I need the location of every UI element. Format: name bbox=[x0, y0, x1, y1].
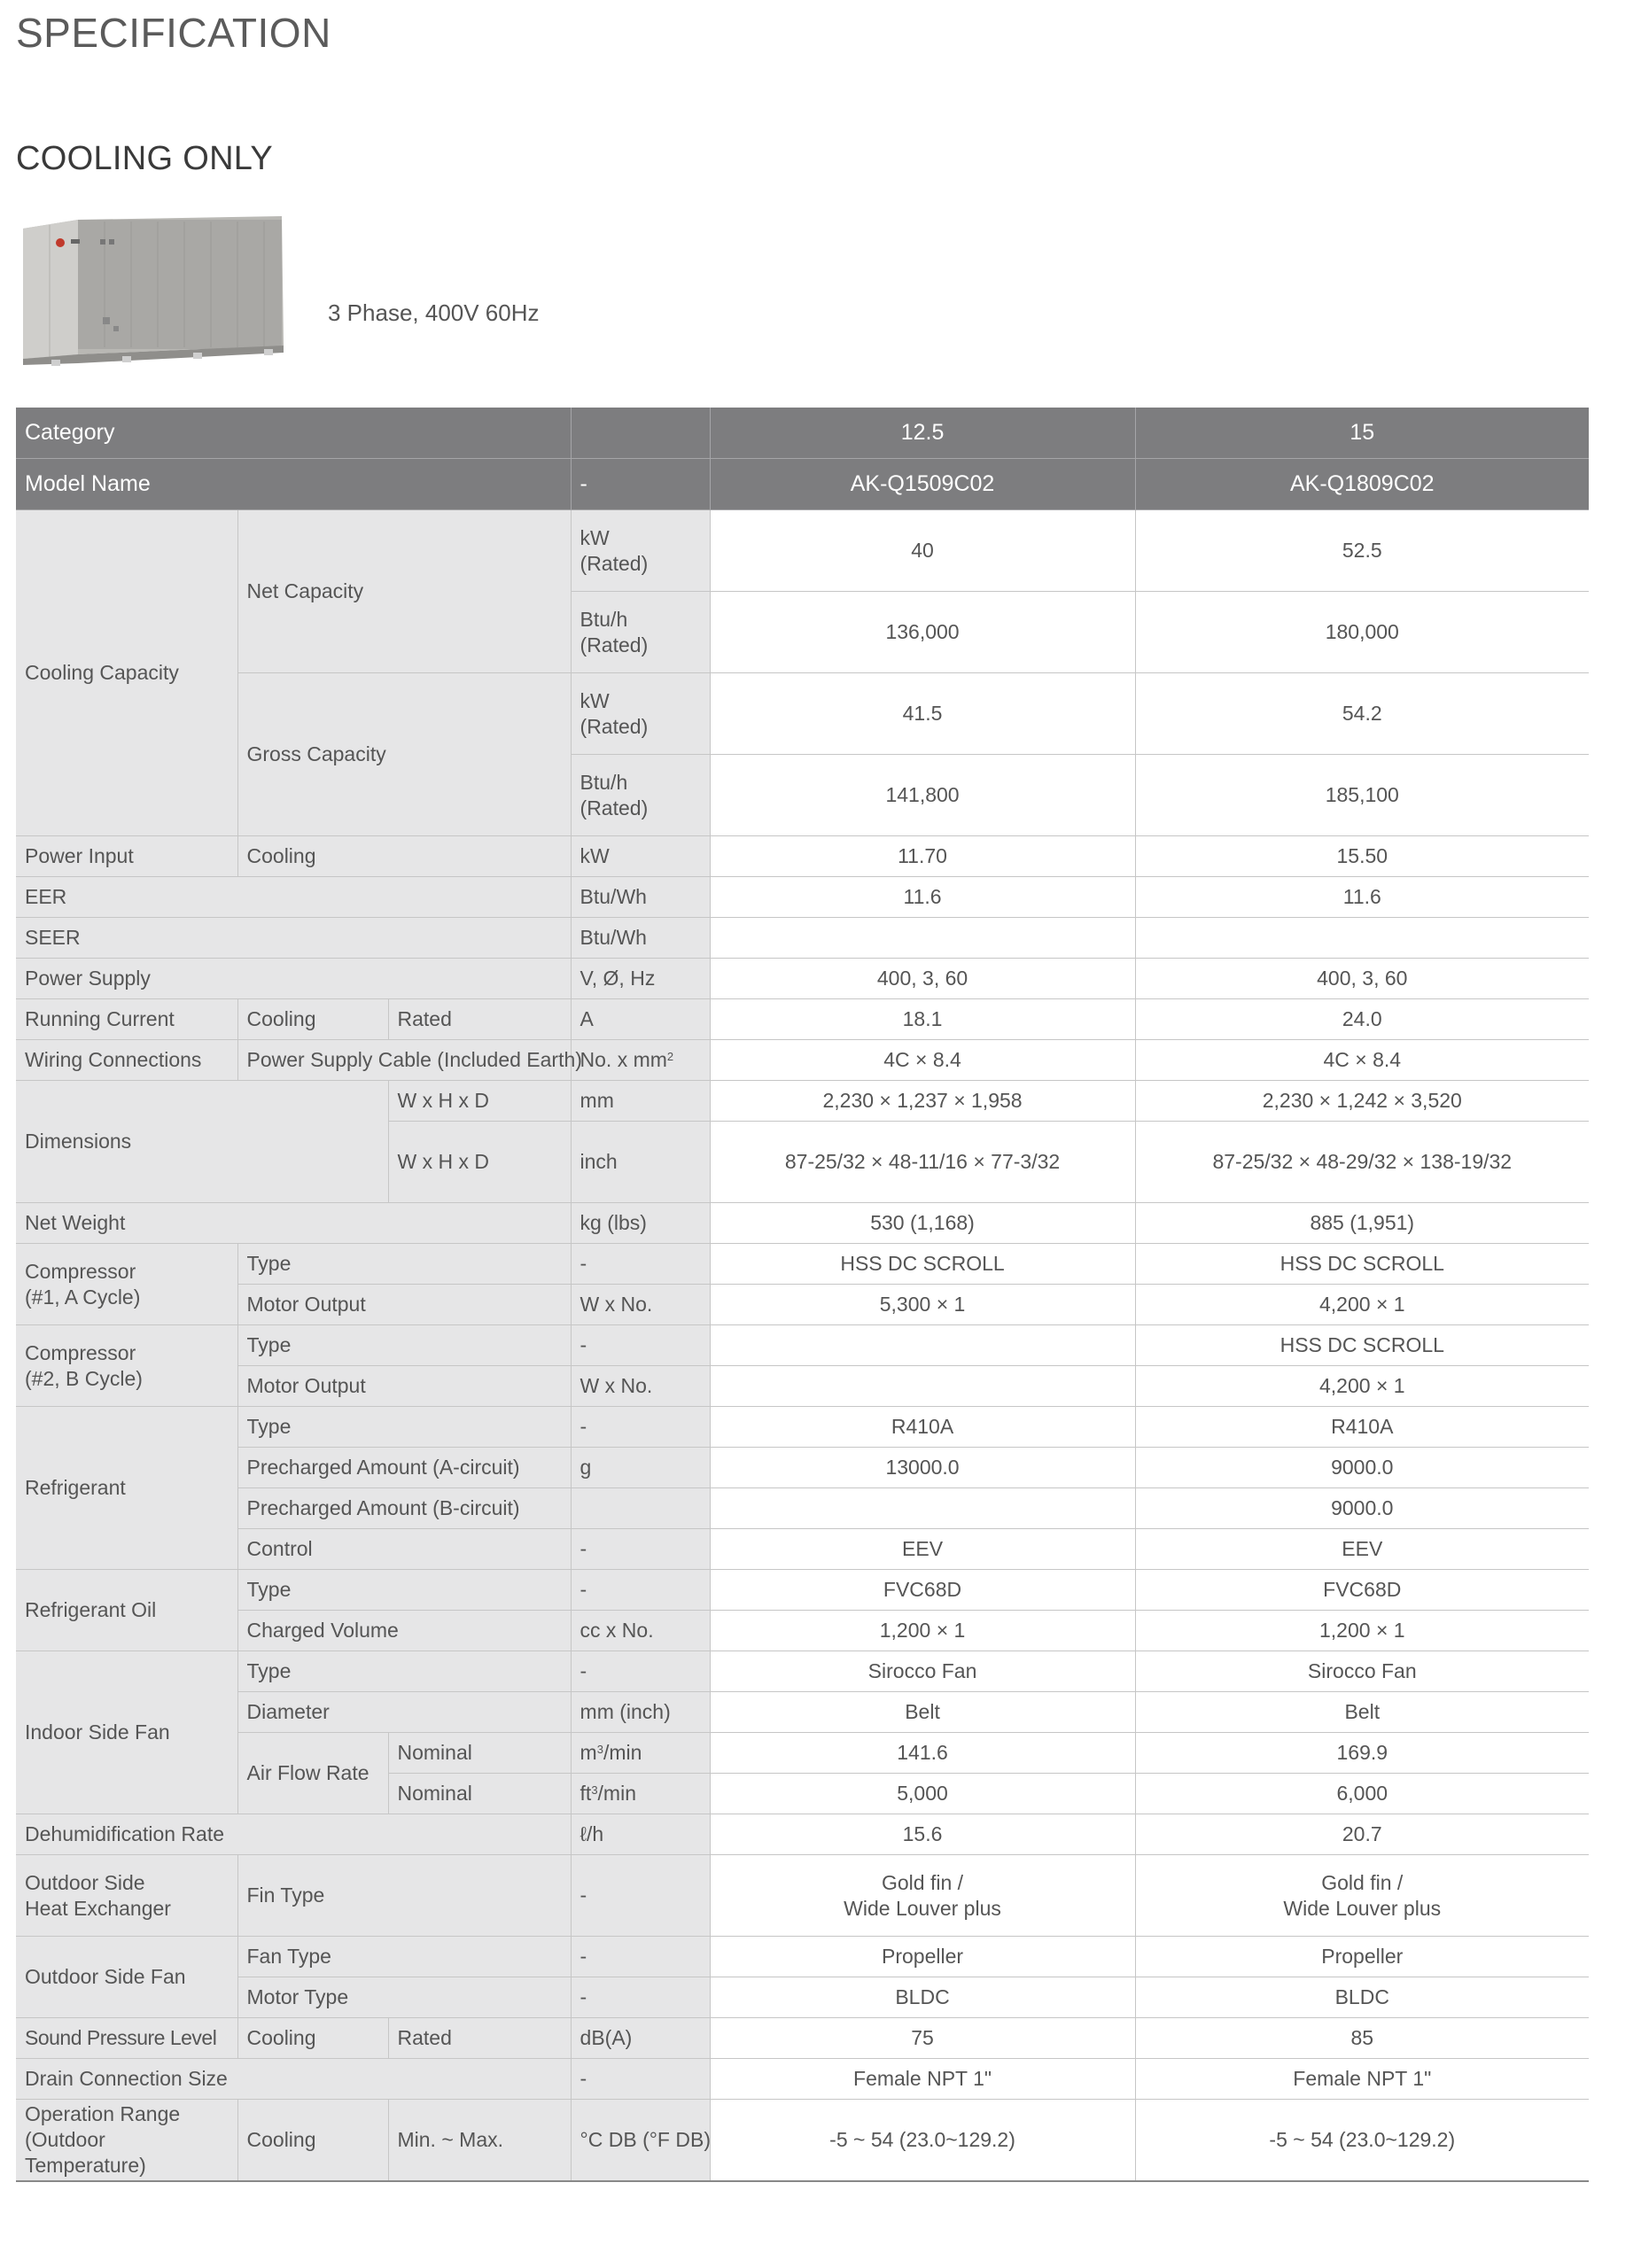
table-row bbox=[16, 1855, 1589, 1937]
value-cell: 87-25/32 × 48-29/32 × 138-19/32 bbox=[1135, 1122, 1589, 1203]
unit-cell: mm bbox=[571, 1081, 710, 1122]
power-input-label: Power Input bbox=[16, 836, 237, 877]
table-row bbox=[16, 1733, 1589, 1774]
capacity-12-5: 12.5 bbox=[710, 408, 1135, 459]
table-row bbox=[16, 999, 1589, 1040]
power-input-sub: Cooling bbox=[237, 836, 571, 877]
value-cell: Gold fin / Wide Louver plus bbox=[710, 1855, 1135, 1937]
unit-cell: dB(A) bbox=[571, 2018, 710, 2059]
compressor-a-label: Compressor (#1, A Cycle) bbox=[16, 1244, 237, 1325]
capacity-15: 15 bbox=[1135, 408, 1589, 459]
value-cell: 40 bbox=[710, 510, 1135, 592]
unit-cell: $ft^3/\min$ bbox=[571, 1774, 710, 1814]
motor-type-label: Motor Type bbox=[237, 1977, 571, 2018]
value-cell: FVC68D bbox=[1135, 1570, 1589, 1611]
value-cell: 20.7 bbox=[1135, 1814, 1589, 1855]
unit-cell: kW (Rated) bbox=[571, 510, 710, 592]
running-current-label: Running Current bbox=[16, 999, 237, 1040]
value-cell: 18.1 bbox=[710, 999, 1135, 1040]
value-cell: 85 bbox=[1135, 2018, 1589, 2059]
value-cell: 136,000 bbox=[710, 592, 1135, 673]
table-row bbox=[16, 1040, 1589, 1081]
value-cell: 4,200 × 1 bbox=[1135, 1285, 1589, 1325]
value-cell: EEV bbox=[710, 1529, 1135, 1570]
value-cell: FVC68D bbox=[710, 1570, 1135, 1611]
wiring-sub: Power Supply Cable (Included Earth) bbox=[237, 1040, 571, 1081]
table-row bbox=[16, 1977, 1589, 2018]
unit-cell: - bbox=[571, 1529, 710, 1570]
unit-cell: cc x No. bbox=[571, 1611, 710, 1651]
value-cell: 5,300 × 1 bbox=[710, 1285, 1135, 1325]
value-cell: BLDC bbox=[710, 1977, 1135, 2018]
outdoor-fan-label: Outdoor Side Fan bbox=[16, 1937, 237, 2018]
value-cell: R410A bbox=[710, 1407, 1135, 1448]
unit-cell: - bbox=[571, 1244, 710, 1285]
fan-type-label: Fan Type bbox=[237, 1937, 571, 1977]
unit-cell: - bbox=[571, 1325, 710, 1366]
unit-cell: - bbox=[571, 1407, 710, 1448]
specification-table bbox=[16, 408, 1589, 2182]
dimensions-inch-sub: W x H x D bbox=[388, 1122, 571, 1203]
power-supply-label: Power Supply bbox=[16, 959, 571, 999]
table-row bbox=[16, 673, 1589, 755]
value-cell: 141.6 bbox=[710, 1733, 1135, 1774]
table-row bbox=[16, 1407, 1589, 1448]
model-name-label: Model Name bbox=[16, 459, 571, 510]
dimensions-label: Dimensions bbox=[16, 1081, 388, 1203]
table-row bbox=[16, 1366, 1589, 1407]
value-cell: HSS DC SCROLL bbox=[1135, 1325, 1589, 1366]
refrigerant-label: Refrigerant bbox=[16, 1407, 237, 1570]
precharged-a-label: Precharged Amount (A-circuit) bbox=[237, 1448, 571, 1488]
net-capacity-label: Net Capacity bbox=[237, 510, 571, 673]
dimensions-mm-sub: W x H x D bbox=[388, 1081, 571, 1122]
section-title: COOLING ONLY bbox=[16, 140, 274, 177]
oil-type-label: Type bbox=[237, 1570, 571, 1611]
value-cell: 15.6 bbox=[710, 1814, 1135, 1855]
table-row bbox=[16, 959, 1589, 999]
value-cell: 530 (1,168) bbox=[710, 1203, 1135, 1244]
unit-cell: Btu/h (Rated) bbox=[571, 755, 710, 836]
compressor-b-type-label: Type bbox=[237, 1325, 571, 1366]
table-row bbox=[16, 1651, 1589, 1692]
indoor-fan-type-label: Type bbox=[237, 1651, 571, 1692]
value-cell: Belt bbox=[710, 1692, 1135, 1733]
value-cell: 54.2 bbox=[1135, 673, 1589, 755]
value-cell: 141,800 bbox=[710, 755, 1135, 836]
value-cell bbox=[710, 918, 1135, 959]
value-cell bbox=[1135, 918, 1589, 959]
operation-range-label: Operation Range (Outdoor Temperature) bbox=[16, 2100, 237, 2181]
value-cell bbox=[710, 1366, 1135, 1407]
unit-cell: g bbox=[571, 1448, 710, 1488]
value-cell: R410A bbox=[1135, 1407, 1589, 1448]
drain-label: Drain Connection Size bbox=[16, 2059, 571, 2100]
value-cell: -5 ~ 54 (23.0~129.2) bbox=[1135, 2100, 1589, 2181]
header-row-model bbox=[16, 459, 1589, 510]
value-cell: 1,200 × 1 bbox=[1135, 1611, 1589, 1651]
value-cell bbox=[710, 1325, 1135, 1366]
unit-cell: - bbox=[571, 1651, 710, 1692]
table-row bbox=[16, 1285, 1589, 1325]
table-row bbox=[16, 1448, 1589, 1488]
table-row bbox=[16, 2059, 1589, 2100]
unit-cell: Btu/Wh bbox=[571, 918, 710, 959]
unit-cell: - bbox=[571, 1937, 710, 1977]
unit-cell: - bbox=[571, 1855, 710, 1937]
unit-cell bbox=[571, 1488, 710, 1529]
value-cell: 5,000 bbox=[710, 1774, 1135, 1814]
value-cell: Propeller bbox=[1135, 1937, 1589, 1977]
gross-capacity-label: Gross Capacity bbox=[237, 673, 571, 836]
charged-volume-label: Charged Volume bbox=[237, 1611, 571, 1651]
unit-cell: A bbox=[571, 999, 710, 1040]
unit-cell: - bbox=[571, 1977, 710, 2018]
table-row bbox=[16, 1081, 1589, 1122]
fin-type-label: Fin Type bbox=[237, 1855, 571, 1937]
value-cell: 11.70 bbox=[710, 836, 1135, 877]
outdoor-unit-image bbox=[16, 213, 291, 368]
category-unit bbox=[571, 408, 710, 459]
value-cell: 400, 3, 60 bbox=[1135, 959, 1589, 999]
cooling-capacity-label: Cooling Capacity bbox=[16, 510, 237, 836]
value-cell: 24.0 bbox=[1135, 999, 1589, 1040]
value-cell: HSS DC SCROLL bbox=[1135, 1244, 1589, 1285]
indoor-fan-label: Indoor Side Fan bbox=[16, 1651, 237, 1814]
running-current-sub2: Rated bbox=[388, 999, 571, 1040]
value-cell: 87-25/32 × 48-11/16 × 77-3/32 bbox=[710, 1122, 1135, 1203]
value-cell: Gold fin / Wide Louver plus bbox=[1135, 1855, 1589, 1937]
compressor-a-motor-label: Motor Output bbox=[237, 1285, 571, 1325]
table-row bbox=[16, 877, 1589, 918]
sound-sub2: Rated bbox=[388, 2018, 571, 2059]
unit-cell: $m^3/\min$ bbox=[571, 1733, 710, 1774]
value-cell: 75 bbox=[710, 2018, 1135, 2059]
value-cell: 11.6 bbox=[710, 877, 1135, 918]
compressor-b-motor-label: Motor Output bbox=[237, 1366, 571, 1407]
table-row bbox=[16, 510, 1589, 592]
table-row bbox=[16, 918, 1589, 959]
value-cell: 4C × 8.4 bbox=[1135, 1040, 1589, 1081]
unit-cell: mm (inch) bbox=[571, 1692, 710, 1733]
value-cell: 4,200 × 1 bbox=[1135, 1366, 1589, 1407]
table-row bbox=[16, 1325, 1589, 1366]
diameter-label: Diameter bbox=[237, 1692, 571, 1733]
value-cell: 13000.0 bbox=[710, 1448, 1135, 1488]
value-cell: Sirocco Fan bbox=[710, 1651, 1135, 1692]
operation-sub: Cooling bbox=[237, 2100, 388, 2181]
control-label: Control bbox=[237, 1529, 571, 1570]
sound-sub: Cooling bbox=[237, 2018, 388, 2059]
model-name-2: AK-Q1809C02 bbox=[1135, 459, 1589, 510]
table-row bbox=[16, 1814, 1589, 1855]
unit-cell: - bbox=[571, 1570, 710, 1611]
value-cell: Sirocco Fan bbox=[1135, 1651, 1589, 1692]
eer-label: EER bbox=[16, 877, 571, 918]
value-cell: EEV bbox=[1135, 1529, 1589, 1570]
compressor-b-label: Compressor (#2, B Cycle) bbox=[16, 1325, 237, 1407]
value-cell: 6,000 bbox=[1135, 1774, 1589, 1814]
value-cell: HSS DC SCROLL bbox=[710, 1244, 1135, 1285]
value-cell: 185,100 bbox=[1135, 755, 1589, 836]
value-cell: 15.50 bbox=[1135, 836, 1589, 877]
nominal-label: Nominal bbox=[388, 1774, 571, 1814]
table-row bbox=[16, 1529, 1589, 1570]
value-cell: 52.5 bbox=[1135, 510, 1589, 592]
nominal-label: Nominal bbox=[388, 1733, 571, 1774]
value-cell: -5 ~ 54 (23.0~129.2) bbox=[710, 2100, 1135, 2181]
product-caption: 3 Phase, 400V 60Hz bbox=[328, 299, 540, 326]
unit-cell: ℓ/h bbox=[571, 1814, 710, 1855]
value-cell: 885 (1,951) bbox=[1135, 1203, 1589, 1244]
table-row bbox=[16, 1203, 1589, 1244]
unit-cell: V, Ø, Hz bbox=[571, 959, 710, 999]
value-cell: 11.6 bbox=[1135, 877, 1589, 918]
value-cell: Female NPT 1" bbox=[710, 2059, 1135, 2100]
net-weight-label: Net Weight bbox=[16, 1203, 571, 1244]
outdoor-hx-label: Outdoor Side Heat Exchanger bbox=[16, 1855, 237, 1937]
unit-cell: W x No. bbox=[571, 1285, 710, 1325]
refrigerant-type-label: Type bbox=[237, 1407, 571, 1448]
value-cell: 2,230 × 1,237 × 1,958 bbox=[710, 1081, 1135, 1122]
unit-cell: No. x $mm^2$ bbox=[571, 1040, 710, 1081]
value-cell: Female NPT 1" bbox=[1135, 2059, 1589, 2100]
table-row bbox=[16, 1692, 1589, 1733]
table-row bbox=[16, 2100, 1589, 2181]
table-row bbox=[16, 1488, 1589, 1529]
unit-cell: kW bbox=[571, 836, 710, 877]
category-label: Category bbox=[16, 408, 571, 459]
value-cell: 2,230 × 1,242 × 3,520 bbox=[1135, 1081, 1589, 1122]
header-row-category bbox=[16, 408, 1589, 459]
air-flow-rate-label: Air Flow Rate bbox=[237, 1733, 388, 1814]
refrigerant-oil-label: Refrigerant Oil bbox=[16, 1570, 237, 1651]
compressor-a-type-label: Type bbox=[237, 1244, 571, 1285]
unit-cell: inch bbox=[571, 1122, 710, 1203]
sound-pressure-label: Sound Pressure Level bbox=[16, 2018, 237, 2059]
value-cell: 9000.0 bbox=[1135, 1448, 1589, 1488]
table-row bbox=[16, 1244, 1589, 1285]
value-cell: BLDC bbox=[1135, 1977, 1589, 2018]
value-cell: 41.5 bbox=[710, 673, 1135, 755]
unit-cell: kW (Rated) bbox=[571, 673, 710, 755]
dehumidification-label: Dehumidification Rate bbox=[16, 1814, 571, 1855]
operation-sub2: Min. ~ Max. bbox=[388, 2100, 571, 2181]
running-current-sub: Cooling bbox=[237, 999, 388, 1040]
table-row bbox=[16, 2018, 1589, 2059]
unit-cell: W x No. bbox=[571, 1366, 710, 1407]
unit-cell: Btu/h (Rated) bbox=[571, 592, 710, 673]
unit-cell: kg (lbs) bbox=[571, 1203, 710, 1244]
model-name-unit: - bbox=[571, 459, 710, 510]
unit-cell: °C DB (°F DB) bbox=[571, 2100, 710, 2181]
value-cell: 4C × 8.4 bbox=[710, 1040, 1135, 1081]
table-row bbox=[16, 1937, 1589, 1977]
value-cell: 1,200 × 1 bbox=[710, 1611, 1135, 1651]
value-cell: Belt bbox=[1135, 1692, 1589, 1733]
value-cell: 9000.0 bbox=[1135, 1488, 1589, 1529]
unit-cell: - bbox=[571, 2059, 710, 2100]
wiring-label: Wiring Connections bbox=[16, 1040, 237, 1081]
seer-label: SEER bbox=[16, 918, 571, 959]
page-title: SPECIFICATION bbox=[16, 10, 331, 56]
table-row bbox=[16, 836, 1589, 877]
value-cell bbox=[710, 1488, 1135, 1529]
value-cell: 400, 3, 60 bbox=[710, 959, 1135, 999]
precharged-b-label: Precharged Amount (B-circuit) bbox=[237, 1488, 571, 1529]
value-cell: 169.9 bbox=[1135, 1733, 1589, 1774]
model-name-1: AK-Q1509C02 bbox=[710, 459, 1135, 510]
value-cell: Propeller bbox=[710, 1937, 1135, 1977]
table-row bbox=[16, 1611, 1589, 1651]
unit-cell: Btu/Wh bbox=[571, 877, 710, 918]
value-cell: 180,000 bbox=[1135, 592, 1589, 673]
table-row bbox=[16, 1570, 1589, 1611]
